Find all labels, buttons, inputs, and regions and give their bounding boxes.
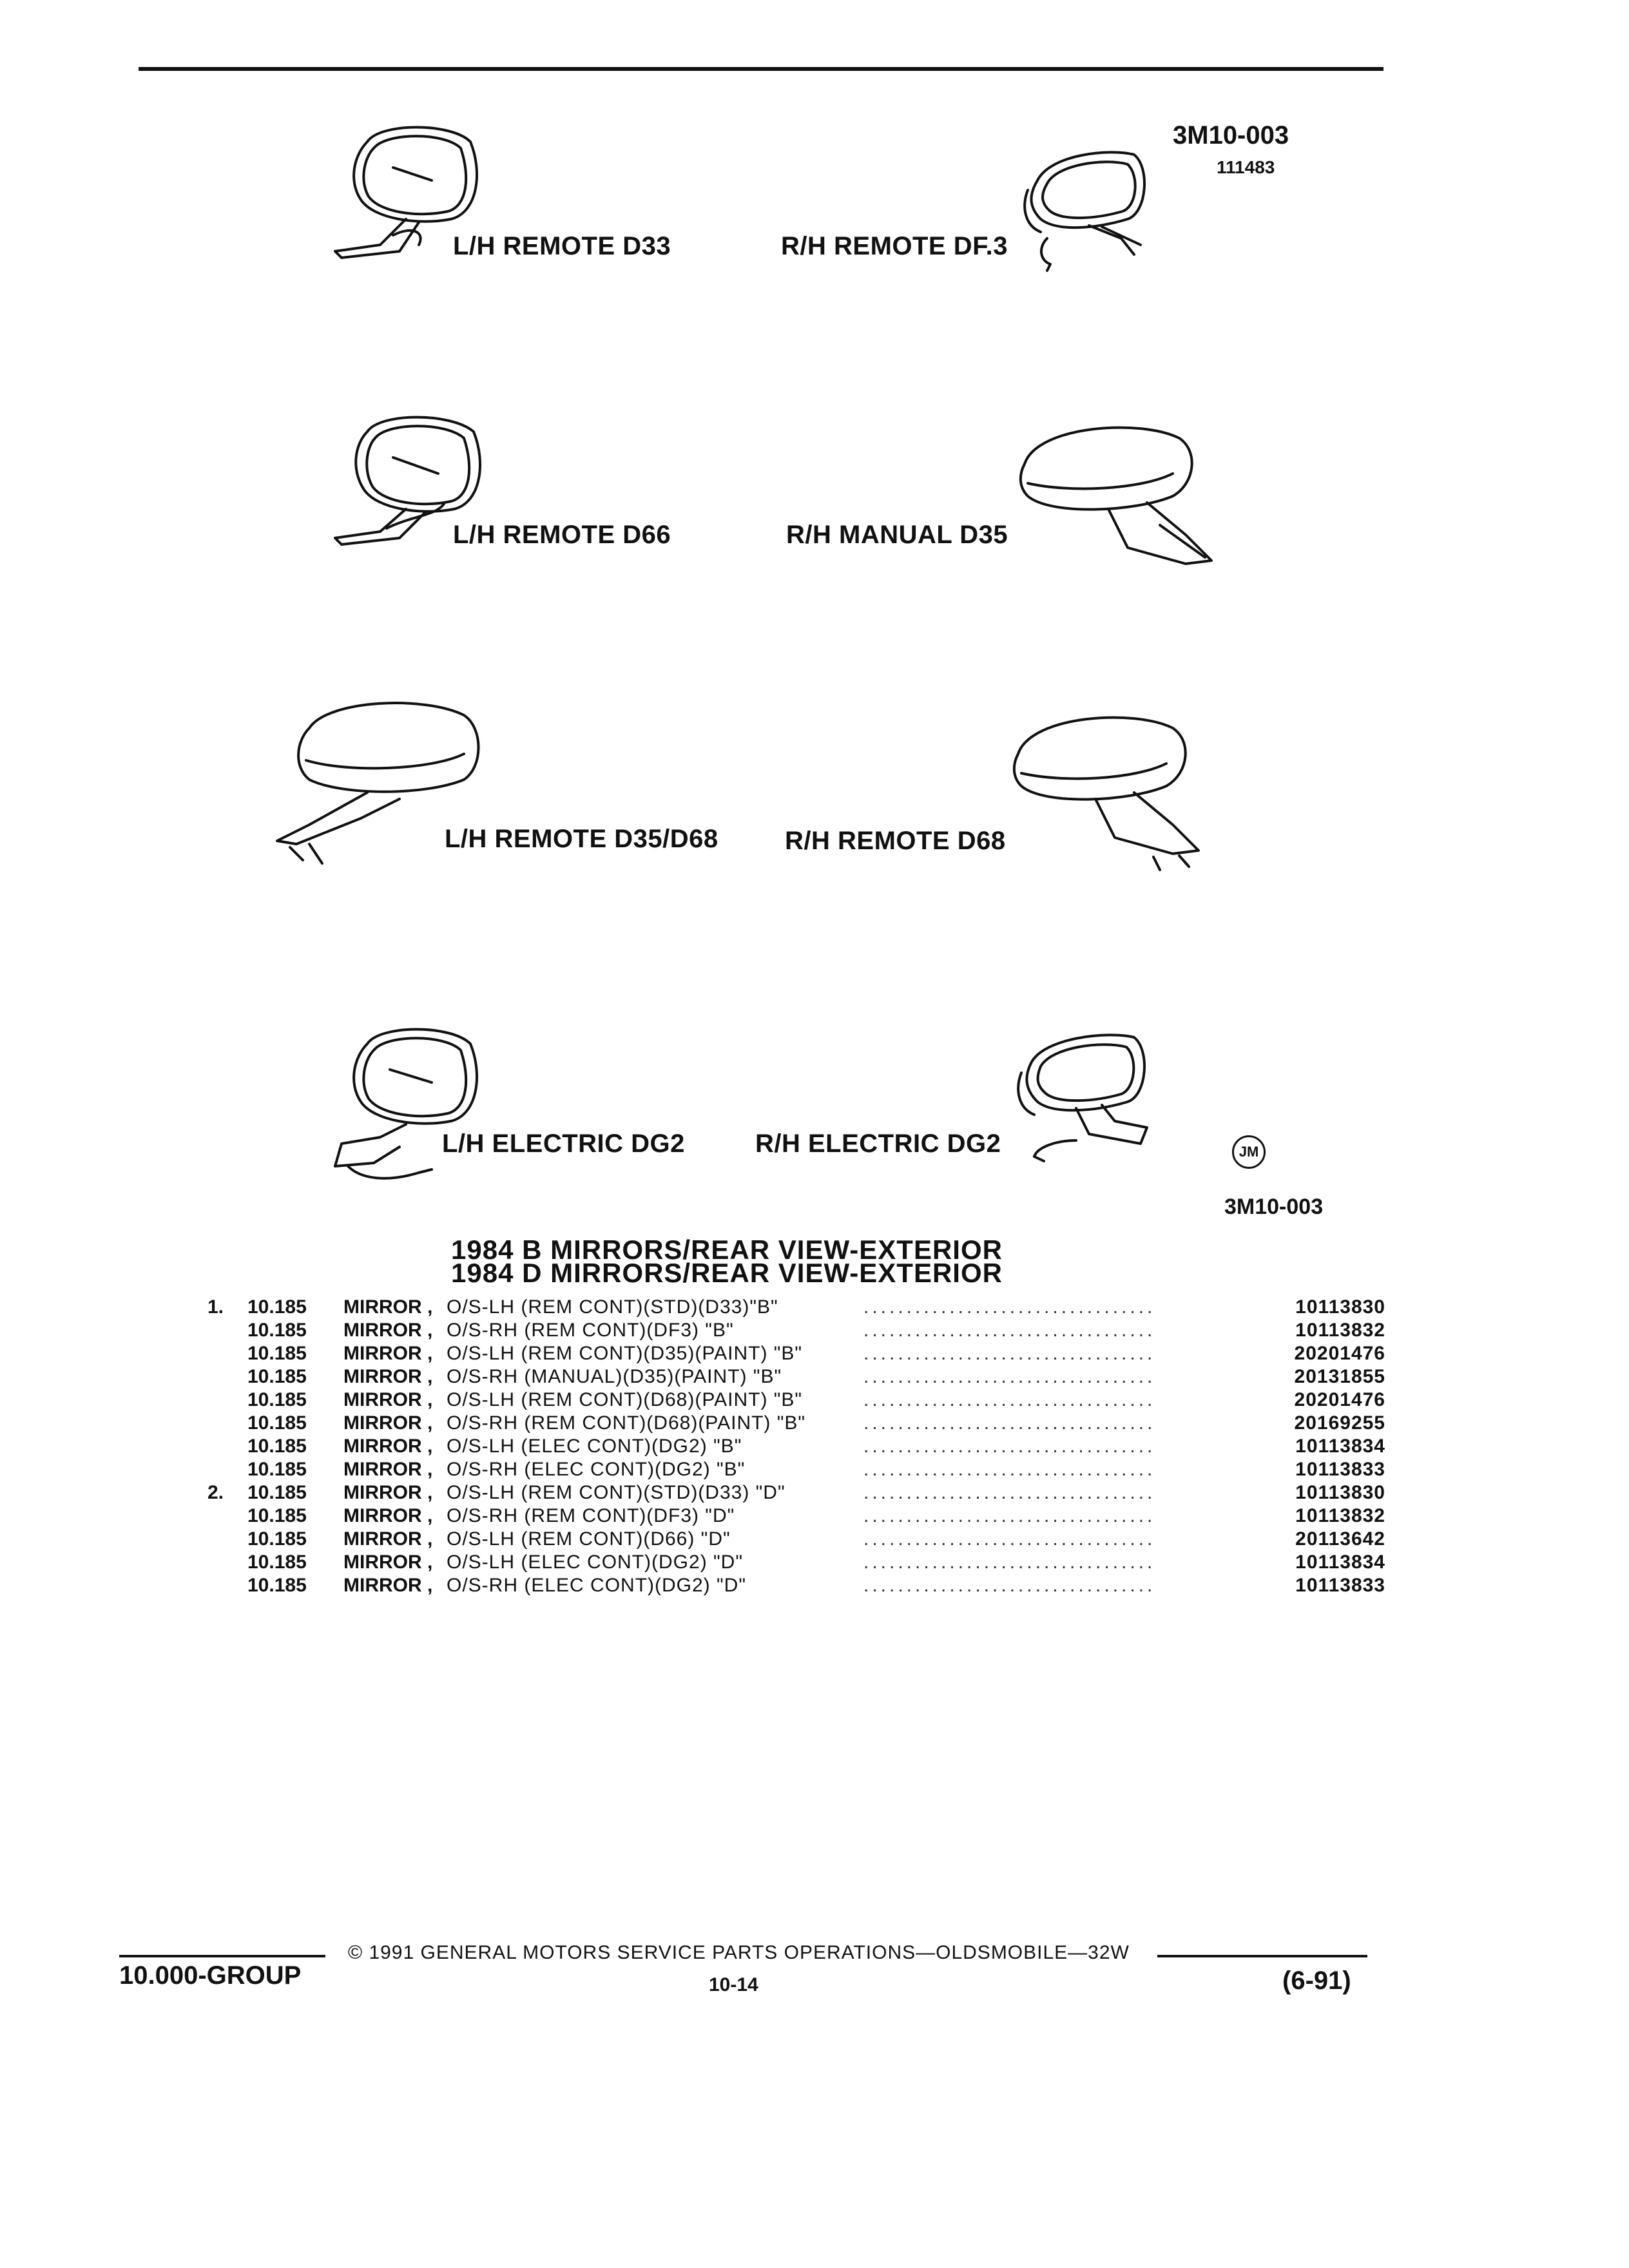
rh-manual-mirror-icon xyxy=(1012,412,1231,580)
part-name: MIRROR , xyxy=(343,1296,433,1318)
part-index: 1. xyxy=(207,1296,224,1318)
part-description: O/S-RH (ELEC CONT)(DG2) "B" xyxy=(447,1459,746,1480)
part-group: 10.185 xyxy=(247,1575,307,1596)
part-name: MIRROR , xyxy=(343,1528,433,1550)
part-name: MIRROR , xyxy=(343,1389,433,1410)
part-group: 10.185 xyxy=(247,1459,307,1480)
part-description: O/S-RH (REM CONT)(DF3) "D" xyxy=(447,1505,735,1526)
figure-code-bottom: 3M10-003 xyxy=(1224,1195,1324,1219)
part-number: 10113832 xyxy=(1295,1320,1385,1341)
part-description: O/S-LH (ELEC CONT)(DG2) "B" xyxy=(447,1436,742,1457)
jm-badge: JM xyxy=(1232,1135,1266,1169)
part-row xyxy=(193,1482,1385,1505)
part-row xyxy=(193,1505,1385,1528)
caption-rh-remote-df3: R/H REMOTE DF.3 xyxy=(781,232,1008,260)
part-number: 20113642 xyxy=(1295,1528,1385,1550)
part-number: 10113830 xyxy=(1295,1296,1385,1318)
part-number: 10113834 xyxy=(1295,1552,1385,1573)
part-row xyxy=(193,1343,1385,1366)
dot-leader: .................................. xyxy=(863,1320,1156,1341)
part-row xyxy=(193,1366,1385,1389)
caption-rh-remote-d68: R/H REMOTE D68 xyxy=(785,827,1006,855)
dot-leader: .................................. xyxy=(863,1389,1156,1410)
part-number: 10113832 xyxy=(1295,1505,1385,1526)
part-name: MIRROR , xyxy=(343,1459,433,1480)
part-name: MIRROR , xyxy=(343,1552,433,1573)
footer-rule-right xyxy=(1157,1955,1367,1957)
part-group: 10.185 xyxy=(247,1528,307,1550)
figure-code: 3M10-003 xyxy=(1173,121,1289,149)
part-number: 20169255 xyxy=(1294,1412,1385,1434)
dot-leader: .................................. xyxy=(863,1505,1156,1526)
part-row xyxy=(193,1412,1385,1436)
dot-leader: .................................. xyxy=(863,1296,1156,1318)
part-group: 10.185 xyxy=(247,1296,307,1318)
part-row xyxy=(193,1552,1385,1575)
part-number: 20131855 xyxy=(1294,1366,1385,1387)
caption-lh-remote-d35-d68: L/H REMOTE D35/D68 xyxy=(445,825,718,853)
part-group: 10.185 xyxy=(247,1505,307,1526)
part-description: O/S-LH (REM CONT)(D68)(PAINT) "B" xyxy=(447,1389,803,1410)
part-group: 10.185 xyxy=(247,1320,307,1341)
part-description: O/S-LH (ELEC CONT)(DG2) "D" xyxy=(447,1552,743,1573)
parts-list xyxy=(193,1296,1385,1598)
part-group: 10.185 xyxy=(247,1412,307,1434)
part-name: MIRROR , xyxy=(343,1482,433,1503)
part-number: 10113834 xyxy=(1295,1436,1385,1457)
caption-lh-remote-d66: L/H REMOTE D66 xyxy=(453,521,671,549)
part-name: MIRROR , xyxy=(343,1436,433,1457)
part-row xyxy=(193,1436,1385,1459)
part-group: 10.185 xyxy=(247,1366,307,1387)
part-name: MIRROR , xyxy=(343,1366,433,1387)
part-number: 10113833 xyxy=(1295,1459,1385,1480)
part-group: 10.185 xyxy=(247,1482,307,1503)
part-name: MIRROR , xyxy=(343,1575,433,1596)
part-description: O/S-LH (REM CONT)(STD)(D33) "D" xyxy=(447,1482,786,1503)
part-description: O/S-RH (ELEC CONT)(DG2) "D" xyxy=(447,1575,746,1596)
part-description: O/S-LH (REM CONT)(STD)(D33)"B" xyxy=(447,1296,778,1318)
part-index: 2. xyxy=(207,1482,224,1503)
part-description: O/S-RH (REM CONT)(DF3) "B" xyxy=(447,1320,734,1341)
part-number: 10113833 xyxy=(1295,1575,1385,1596)
part-name: MIRROR , xyxy=(343,1412,433,1434)
part-row xyxy=(193,1320,1385,1343)
part-name: MIRROR , xyxy=(343,1505,433,1526)
caption-lh-remote-d33: L/H REMOTE D33 xyxy=(453,232,671,260)
rh-electric-mirror-icon xyxy=(1005,1024,1173,1173)
top-rule xyxy=(139,67,1383,71)
section-title-b: 1984 B MIRRORS/REAR VIEW-EXTERIOR xyxy=(451,1235,1003,1265)
part-row xyxy=(193,1528,1385,1552)
lh-electric-mirror-icon xyxy=(322,1018,490,1186)
caption-rh-electric-dg2: R/H ELECTRIC DG2 xyxy=(755,1129,1001,1158)
dot-leader: .................................. xyxy=(863,1436,1156,1457)
figure-number: 111483 xyxy=(1217,157,1275,177)
part-group: 10.185 xyxy=(247,1389,307,1410)
page-number: 10-14 xyxy=(709,1974,758,1995)
footer-rule-left xyxy=(119,1955,325,1957)
part-name: MIRROR , xyxy=(343,1343,433,1364)
dot-leader: .................................. xyxy=(863,1482,1156,1503)
part-row xyxy=(193,1296,1385,1320)
rh-remote-aero-mirror-icon xyxy=(1005,702,1224,883)
dot-leader: .................................. xyxy=(863,1343,1156,1364)
rh-remote-mirror-icon xyxy=(1012,142,1160,277)
part-number: 10113830 xyxy=(1295,1482,1385,1503)
revision-date: (6-91) xyxy=(1282,1966,1351,1995)
footer-copyright: © 1991 GENERAL MOTORS SERVICE PARTS OPERATIONS—OLDSMOBILE—32W xyxy=(348,1942,1130,1963)
part-row xyxy=(193,1575,1385,1598)
dot-leader: .................................. xyxy=(863,1552,1156,1573)
section-title-d: 1984 D MIRRORS/REAR VIEW-EXTERIOR xyxy=(451,1258,1003,1288)
part-group: 10.185 xyxy=(247,1552,307,1573)
dot-leader: .................................. xyxy=(863,1575,1156,1596)
part-description: O/S-RH (MANUAL)(D35)(PAINT) "B" xyxy=(447,1366,782,1387)
part-row xyxy=(193,1459,1385,1482)
part-row xyxy=(193,1389,1385,1412)
part-number: 20201476 xyxy=(1294,1389,1385,1410)
part-description: O/S-LH (REM CONT)(D66) "D" xyxy=(447,1528,731,1550)
part-number: 20201476 xyxy=(1294,1343,1385,1364)
dot-leader: .................................. xyxy=(863,1366,1156,1387)
dot-leader: .................................. xyxy=(863,1528,1156,1550)
caption-rh-manual-d35: R/H MANUAL D35 xyxy=(786,521,1008,549)
dot-leader: .................................. xyxy=(863,1412,1156,1434)
caption-lh-electric-dg2: L/H ELECTRIC DG2 xyxy=(442,1129,685,1158)
footer-group: 10.000-GROUP xyxy=(119,1961,302,1990)
part-description: O/S-LH (REM CONT)(D35)(PAINT) "B" xyxy=(447,1343,803,1364)
part-group: 10.185 xyxy=(247,1343,307,1364)
part-name: MIRROR , xyxy=(343,1320,433,1341)
dot-leader: .................................. xyxy=(863,1459,1156,1480)
part-group: 10.185 xyxy=(247,1436,307,1457)
part-description: O/S-RH (REM CONT)(D68)(PAINT) "B" xyxy=(447,1412,806,1434)
